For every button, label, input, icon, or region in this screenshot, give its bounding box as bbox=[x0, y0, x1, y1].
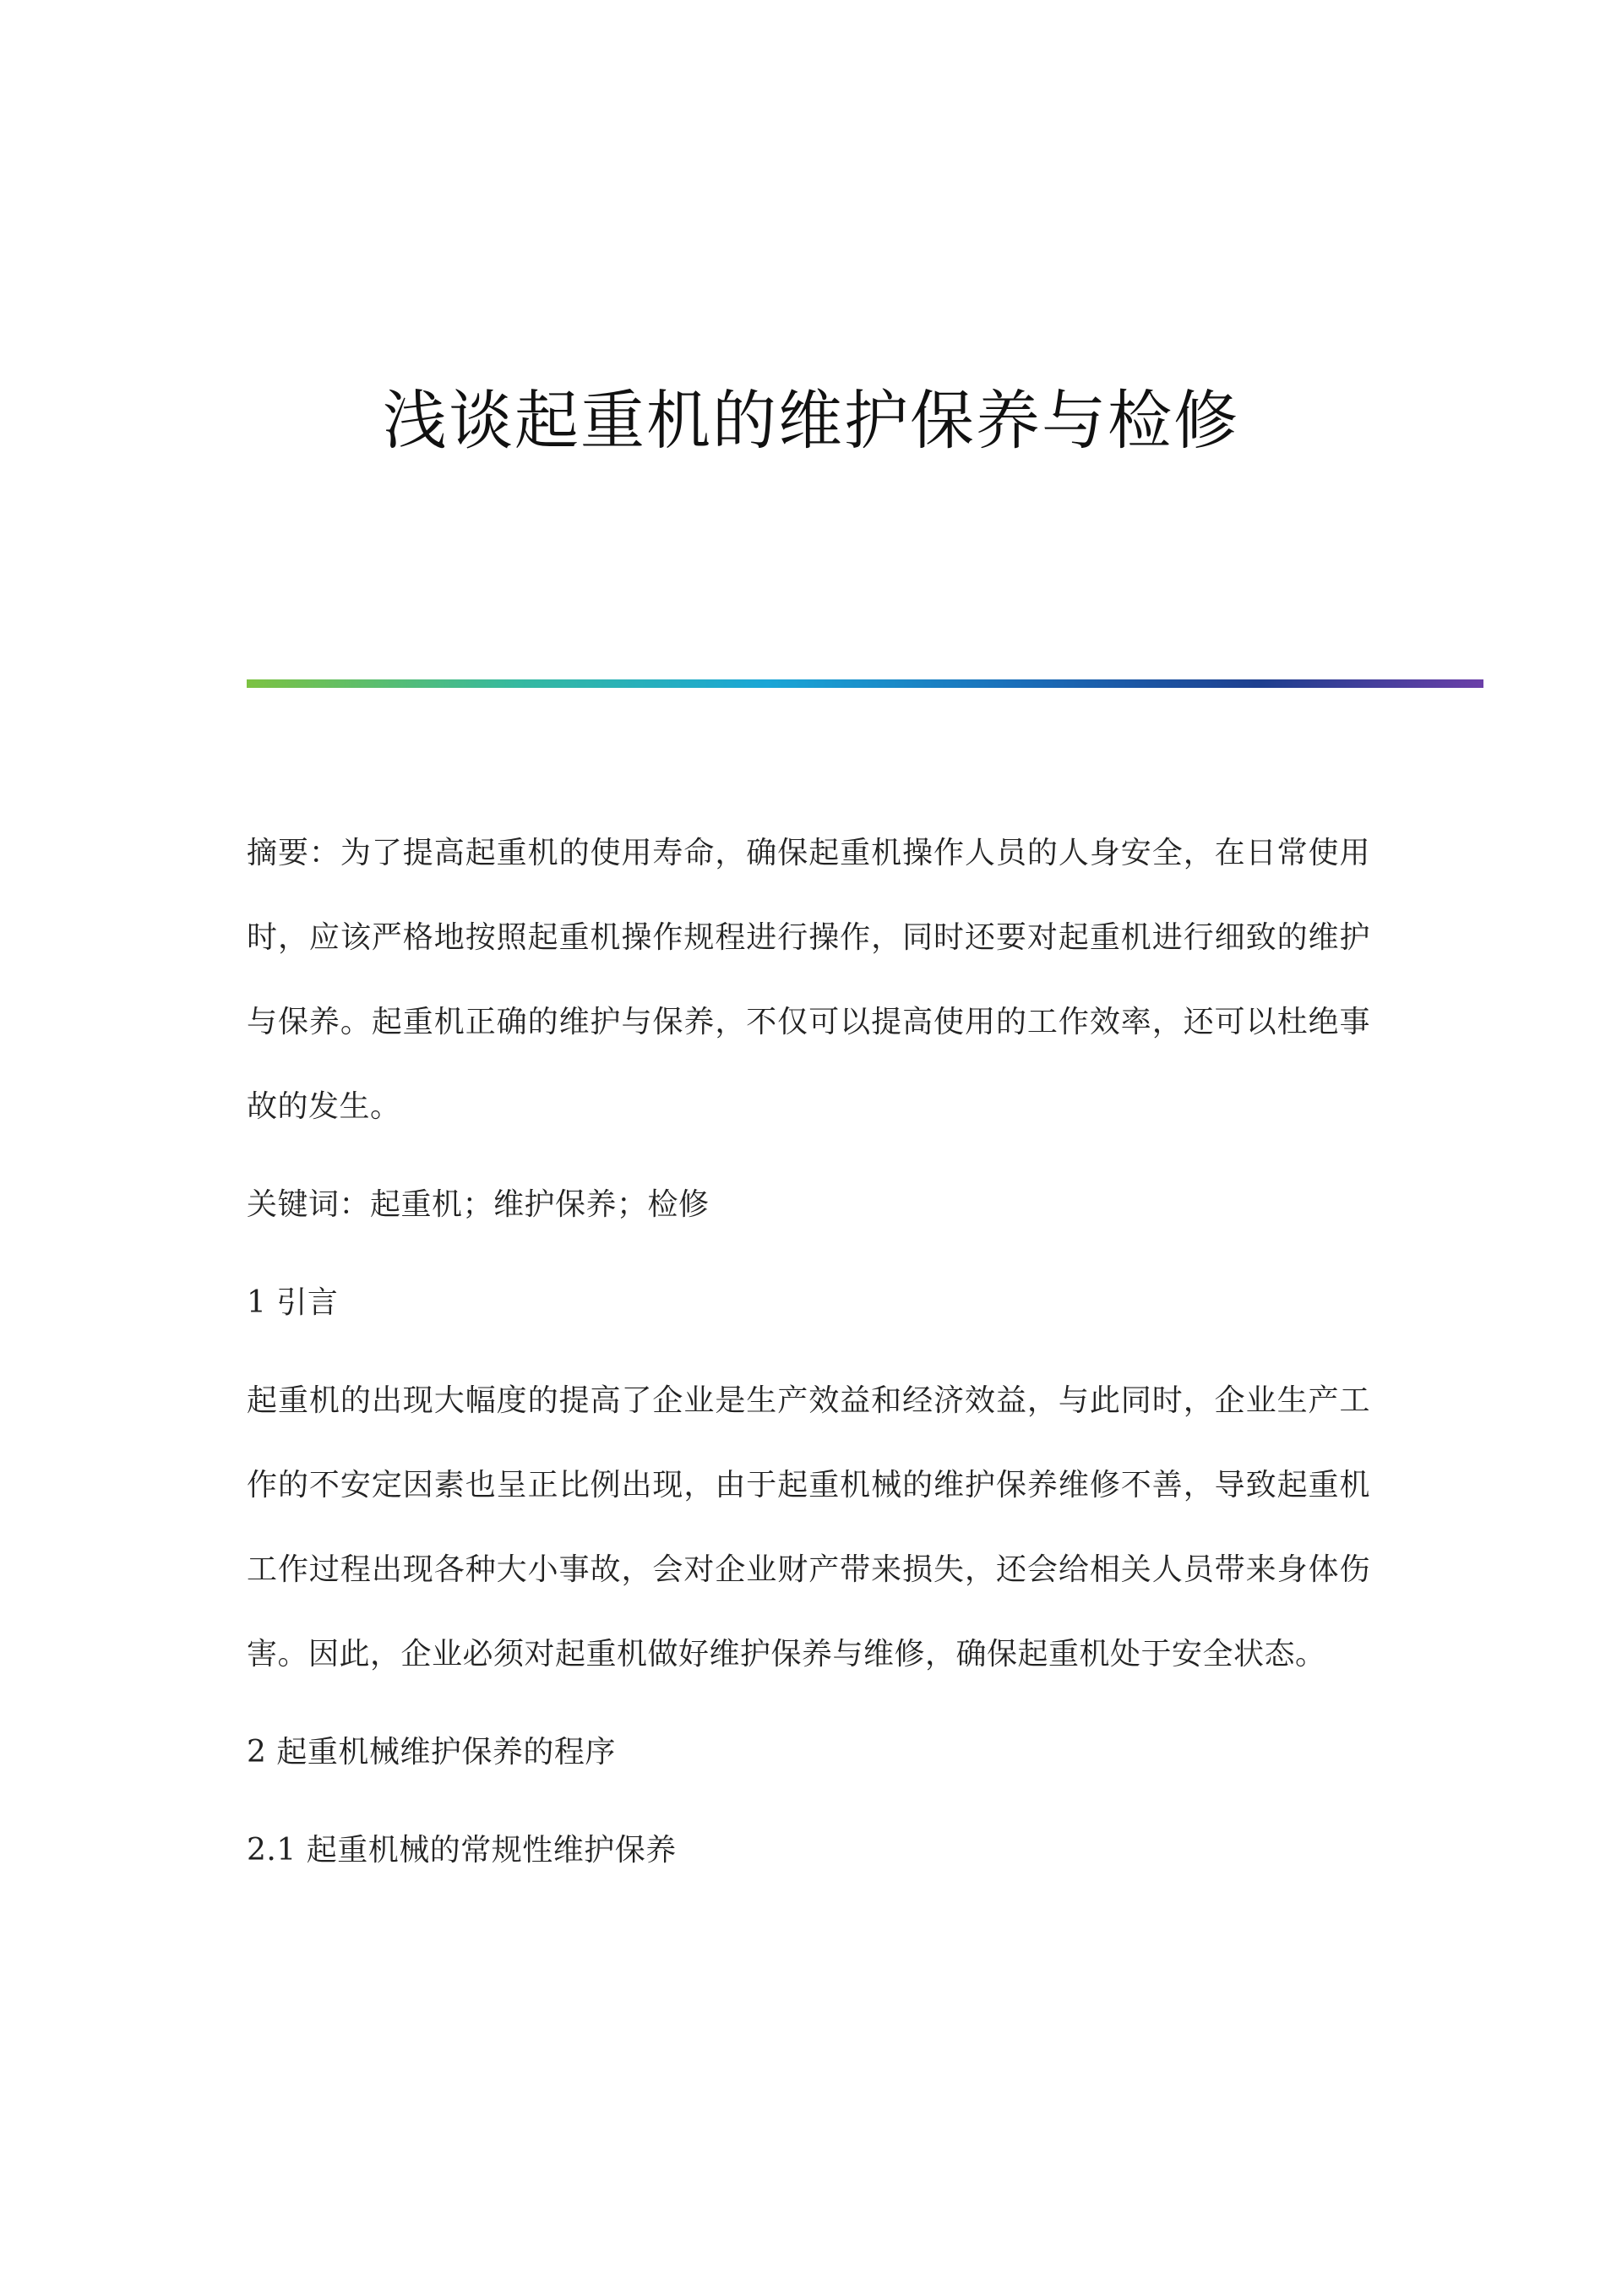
document-title: 浅谈起重机的维护保养与检修 bbox=[383, 383, 1239, 458]
document-body bbox=[247, 811, 1370, 1906]
intro-paragraph: 起重机的出现大幅度的提高了企业是生产效益和经济效益，与此同时，企业生产工作的不安定因素也呈正比例出现，由于起重机械的维护保养维修不善，导致起重机工作过程出现各种大小事故，会对企业财产带来损失，还会给相关人员带来身体伤害。因此，企业必须对起重机做好维护保养与维修，确保起重机处于安全状态。 bbox=[247, 1383, 1370, 1672]
subsection-heading-2-1: 2.1 起重机械的常规性维护保养 bbox=[247, 1833, 677, 1868]
section-heading-1: 1 引言 bbox=[247, 1285, 339, 1320]
keywords-line: 关键词：起重机；维护保养；检修 bbox=[247, 1187, 710, 1222]
abstract-paragraph: 摘要：为了提高起重机的使用寿命，确保起重机操作人员的人身安全，在日常使用时，应该严格地按照起重机操作规程进行操作，同时还要对起重机进行细致的维护与保养。起重机正确的维护与保养，不仅可以提高使用的工作效率，还可以杜绝事故的发生。 bbox=[247, 836, 1370, 1124]
gradient-divider bbox=[247, 679, 1483, 688]
section-heading-2: 2 起重机械维护保养的程序 bbox=[247, 1735, 616, 1770]
